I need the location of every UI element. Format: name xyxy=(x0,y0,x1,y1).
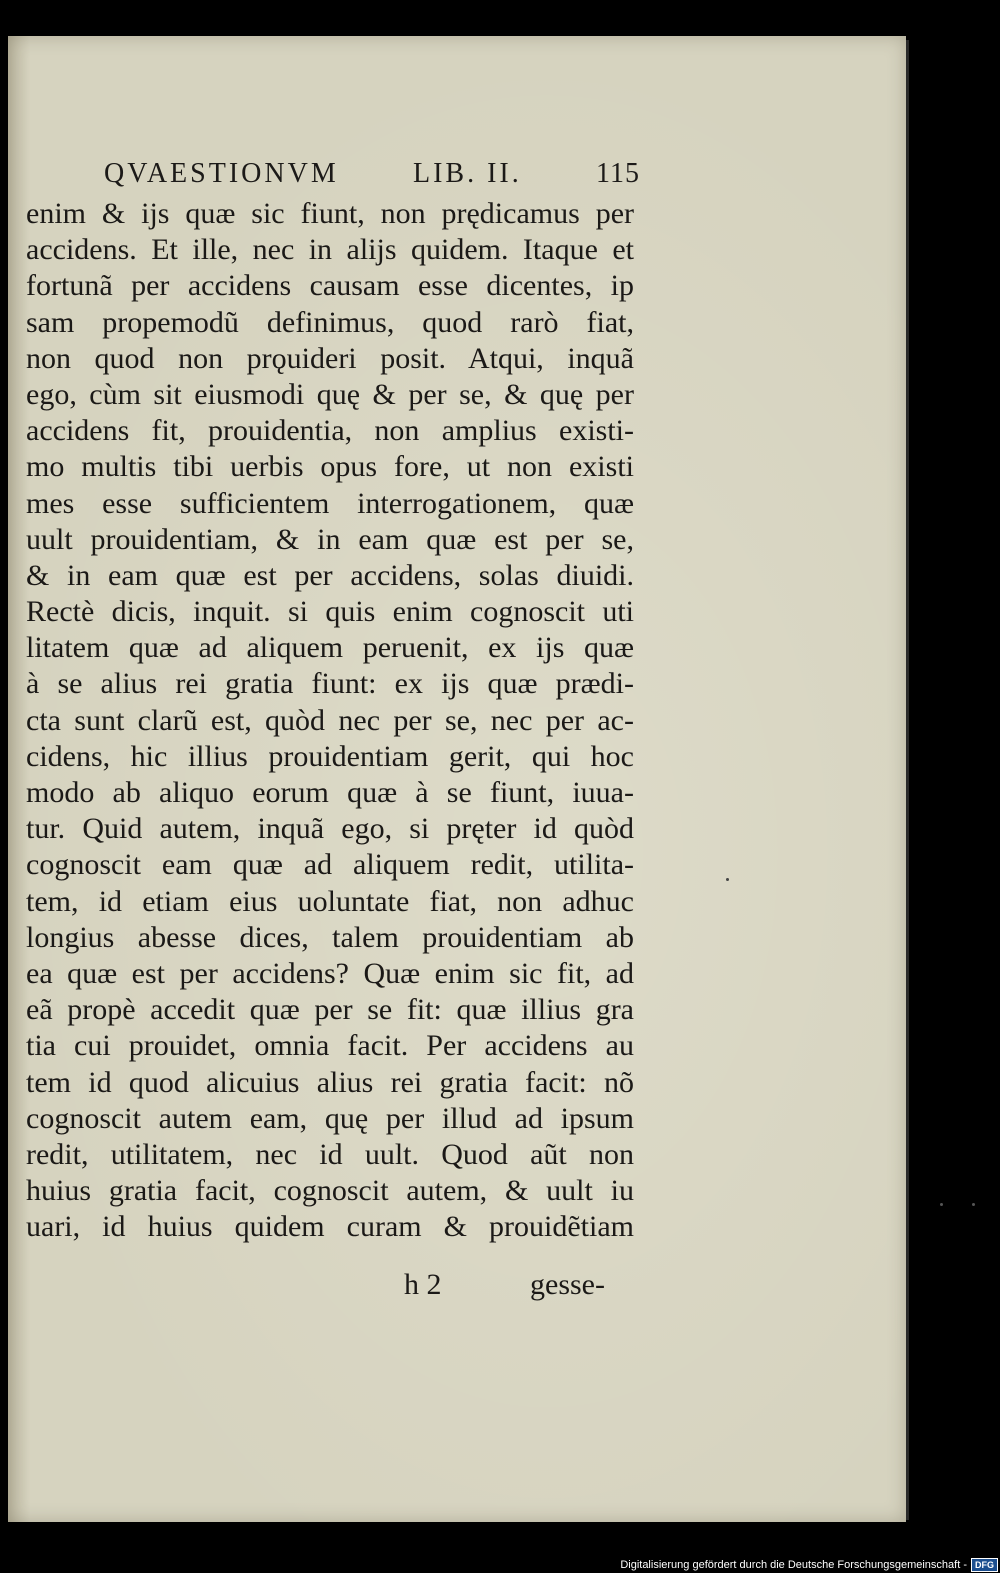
text-line: enim & ijs quæ sic fiunt, non prędicamus per xyxy=(26,197,634,230)
text-line: tia cui prouidet, omnia facit. Per accidens au xyxy=(26,1029,634,1063)
text-line: mes esse sufficientem interrogationem, quæ xyxy=(26,486,634,520)
book-page xyxy=(8,36,906,1522)
book-number: LIB. II. xyxy=(412,158,522,189)
text-line: & in eam quæ est per accidens, solas diuidi. xyxy=(26,558,634,592)
text-line: modo ab aliquo eorum quæ à se fiunt, iuua- xyxy=(26,776,634,809)
page-body-text xyxy=(26,196,634,1245)
funding-credit: Digitalisierung gefördert durch die Deutsche Forschungsgemeinschaft - xyxy=(620,1559,967,1571)
text-line: sam propemodũ definimus, quod rarò fiat, xyxy=(26,305,634,339)
text-line: ego, cùm sit eiusmodi quę & per se, & quę per xyxy=(26,377,634,411)
paper-speck xyxy=(726,878,729,881)
text-line: litatem quæ ad aliquem peruenit, ex ijs quæ xyxy=(26,631,634,665)
text-line: redit, utilitatem, nec id uult. Quod aũt non xyxy=(26,1137,634,1171)
text-line: cta sunt clarũ est, quòd nec per se, nec per ac- xyxy=(26,703,634,737)
text-line: accidens. Et ille, nec in alijs quidem. Itaque et xyxy=(26,233,634,267)
background-speck xyxy=(972,1203,975,1206)
page-foot xyxy=(8,1268,906,1308)
text-line: eã propè accedit quæ per se fit: quæ illius gra xyxy=(26,993,634,1027)
digitization-footer xyxy=(620,1557,1000,1573)
dfg-logo-icon: DFG xyxy=(971,1558,998,1572)
running-head xyxy=(104,158,640,198)
text-line: mo multis tibi uerbis opus fore, ut non existi xyxy=(26,450,634,484)
signature-mark: h 2 xyxy=(404,1268,442,1301)
text-line: cidens, hic illius prouidentiam gerit, qui hoc xyxy=(26,739,634,773)
text-line: à se alius rei gratia fiunt: ex ijs quæ prædi- xyxy=(26,667,634,701)
text-line: non quod non prǫuideri posit. Atqui, inquã xyxy=(26,341,634,375)
text-line: Rectè dicis, inquit. si quis enim cognoscit uti xyxy=(26,595,634,629)
text-line: accidens fit, prouidentia, non amplius existi- xyxy=(26,414,634,448)
text-line: uari, id huius quidem curam & prouidẽtiam xyxy=(26,1210,634,1244)
running-title: QVAESTIONVM xyxy=(104,158,339,189)
text-line: ea quæ est per accidens? Quæ enim sic fit, ad xyxy=(26,956,634,990)
text-line: cognoscit autem eam, quę per illud ad ipsum xyxy=(26,1101,634,1135)
background-speck xyxy=(940,1203,943,1206)
catchword: gesse- xyxy=(530,1268,605,1301)
text-line: longius abesse dices, talem prouidentiam ab xyxy=(26,920,634,954)
text-line: cognoscit eam quæ ad aliquem redit, utilita- xyxy=(26,848,634,882)
text-line: tem, id etiam eius uoluntate fiat, non adhuc xyxy=(26,884,634,918)
page-number: 115 xyxy=(596,158,640,189)
text-line: tem id quod alicuius alius rei gratia facit: nõ xyxy=(26,1065,634,1099)
text-line: uult prouidentiam, & in eam quæ est per se, xyxy=(26,522,634,556)
page-edge xyxy=(906,40,909,1520)
text-line: fortunã per accidens causam esse dicentes, ip xyxy=(26,269,634,303)
text-line: tur. Quid autem, inquã ego, si pręter id quòd xyxy=(26,812,634,846)
text-line: huius gratia facit, cognoscit autem, & uult iu xyxy=(26,1174,634,1208)
